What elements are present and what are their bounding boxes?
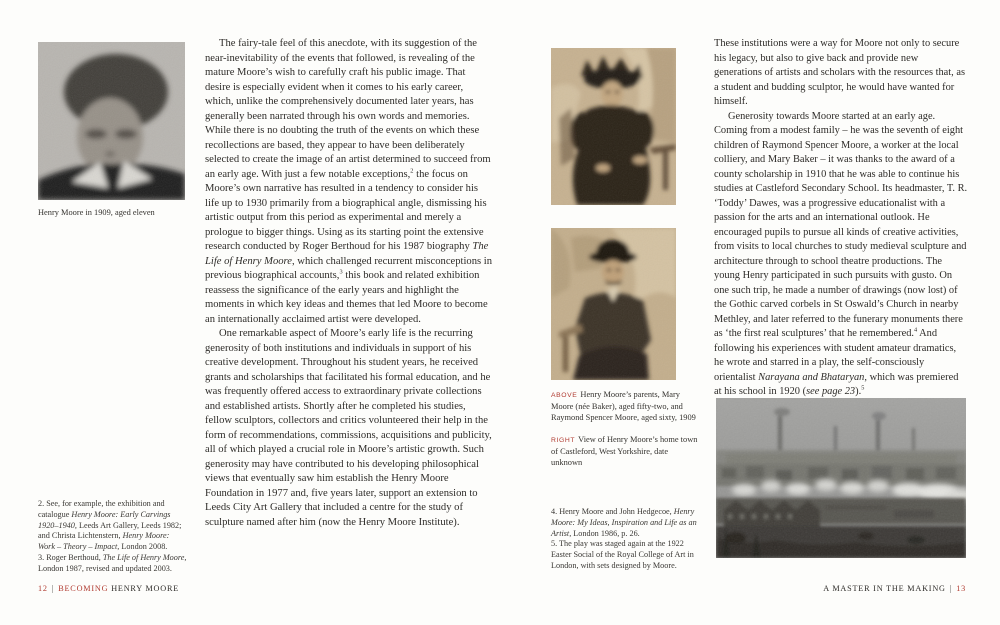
main-text-left: [205, 37, 493, 530]
photo-raymond-spencer-moore: [551, 228, 676, 380]
photo-henry-moore-boy: [38, 42, 185, 200]
photo-castleford-townscape: [716, 398, 966, 558]
paragraph: One remarkable aspect of Moore’s early life is the recurring generosity of both institutions and individuals in support of his creative development. Throughout his student years, he received grants and scholarships that facilitated his formal education, and he was frequently offered access to extraordinary private collections and established artists. Shortly after he completed his studies, fellow sculptors, collectors and critics volunteered their help in the form of recommendations, commissions, acquisitions and publicity, all of which played a crucial role in Moore’s artistic growth. Such generosity may have contributed to his developing philosophical views that eventually saw him establish the Henry Moore Foundation in 1977 and, five years later, support an extension to Leeds City Art Gallery that included a centre for the study of sculpture named after him (now the Henry Moore Institute).: [205, 328, 492, 528]
footer-right: [823, 584, 966, 593]
footnote-4: 4. Henry Moore and John Hedgecoe, Henry Moore: My Ideas, Inspiration and Life as an Artist, London 1986, p. 26.: [551, 507, 697, 538]
caption-parents-text: Henry Moore’s parents, Mary Moore (née Baker), aged fifty-two, and Raymond Spencer Moore, aged sixty, 1909: [551, 390, 696, 422]
footer-separator: |: [51, 584, 55, 593]
captions-middle: [551, 389, 699, 479]
footer-section: BECOMING: [58, 584, 109, 593]
footer-separator: |: [949, 584, 953, 593]
footer-left: [38, 584, 179, 593]
page-number-right: 13: [956, 584, 966, 593]
footnote-5: 5. The play was staged again at the 1922 Easter Social of the Royal College of Art in London, with sets designed by Moore.: [551, 539, 694, 570]
page-number-left: 12: [38, 584, 48, 593]
caption-label-above: ABOVE: [551, 392, 578, 399]
caption-label-right: RIGHT: [551, 437, 576, 444]
caption-boy-photo: Henry Moore in 1909, aged eleven: [38, 208, 155, 217]
footnote-3: 3. Roger Berthoud, The Life of Henry Moore, London 1987, revised and updated 2003.: [38, 552, 187, 573]
footnote-2: 2. See, for example, the exhibition and catalogue Henry Moore: Early Carvings 1920–1940, Leeds Art Gallery, Leeds 1982; and Christa Lichtenstern, Henry Moore: Work – Theory – Impact, London 2008.: [38, 499, 182, 552]
photo-mary-moore: [551, 48, 676, 205]
caption-parents: [551, 389, 699, 423]
main-text-right: [714, 37, 968, 400]
paragraph: Generosity towards Moore started at an early age. Coming from a modest family – he was the seventh of eight children of Raymond Spencer Moore, a worker at the local colliery, and Mary Baker – it was thanks to the award of a county scholarship in 1910 that he was able to continue his studies at Castleford Secondary School. Its headmaster, T. R. ‘Toddy’ Dawes, was a progressive educationalist with a passion for the arts and an international outlook. He encouraged pupils to pursue all kinds of creative activities, from visits to local churches to study medieval sculpture and architecture through to school theatre productions. The young Henry participated in such pursuits with gusto. On one such trip, he made a number of drawings (now lost) of the Gothic carved corbels in St Oswald’s Church in nearby Methley, and later referred to the funerary monuments there as ‘the first real sculptures’ that he remembered.$^4$ And following his experiences with student amateur dramatics, he wrote and starred in a play, the self-consciously orientalist Narayana and Bhataryan, which was premiered at his school in 1920 (see page 23).$^5$: [714, 110, 968, 397]
paragraph: These institutions were a way for Moore not only to secure his legacy, but also to give back and provide new generations of artists and scholars with the resources that, as a student and budding sculptor, he would have wanted for himself.: [714, 38, 966, 107]
caption-castleford-text: View of Henry Moore’s home town of Castleford, West Yorkshire, date unknown: [551, 435, 698, 467]
footer-book-title: HENRY MOORE: [111, 584, 180, 593]
footnotes-left: [38, 499, 188, 575]
caption-castleford: [551, 434, 699, 468]
paragraph: The fairy-tale feel of this anecdote, with its suggestion of the near-inevitability of the events that followed, is revealing of the mature Moore’s wish to carefully craft his public image. That desire is especially evident when it comes to his early career, which, unlike the comprehensively documented later years, has generally been narrated through his own words and memories. While there is no doubting the truth of the events on which these recollections are based, they appear to have been deliberately selected to create the image of an artist determined to succeed from an early age. With just a few notable exceptions,$^2$ the focus on Moore’s own narrative has resulted in a tendency to consider his life up to 1930 primarily from a biographical angle, dismissing his artistic output from this period as experimental and merely a prologue to bigger things. Using as its starting point the extensive research conducted by Roger Berthoud for his 1987 biography The Life of Henry Moore, which challenged recurrent misconceptions in previous biographical accounts,$^3$ this book and related exhibition reassess the significance of the early years and highlight the moments in which key ideas and themes that led Moore to become an internationally acclaimed artist were developed.: [205, 38, 493, 325]
footer-chapter-title: A MASTER IN THE MAKING: [823, 584, 946, 593]
footnotes-right: [551, 507, 706, 572]
